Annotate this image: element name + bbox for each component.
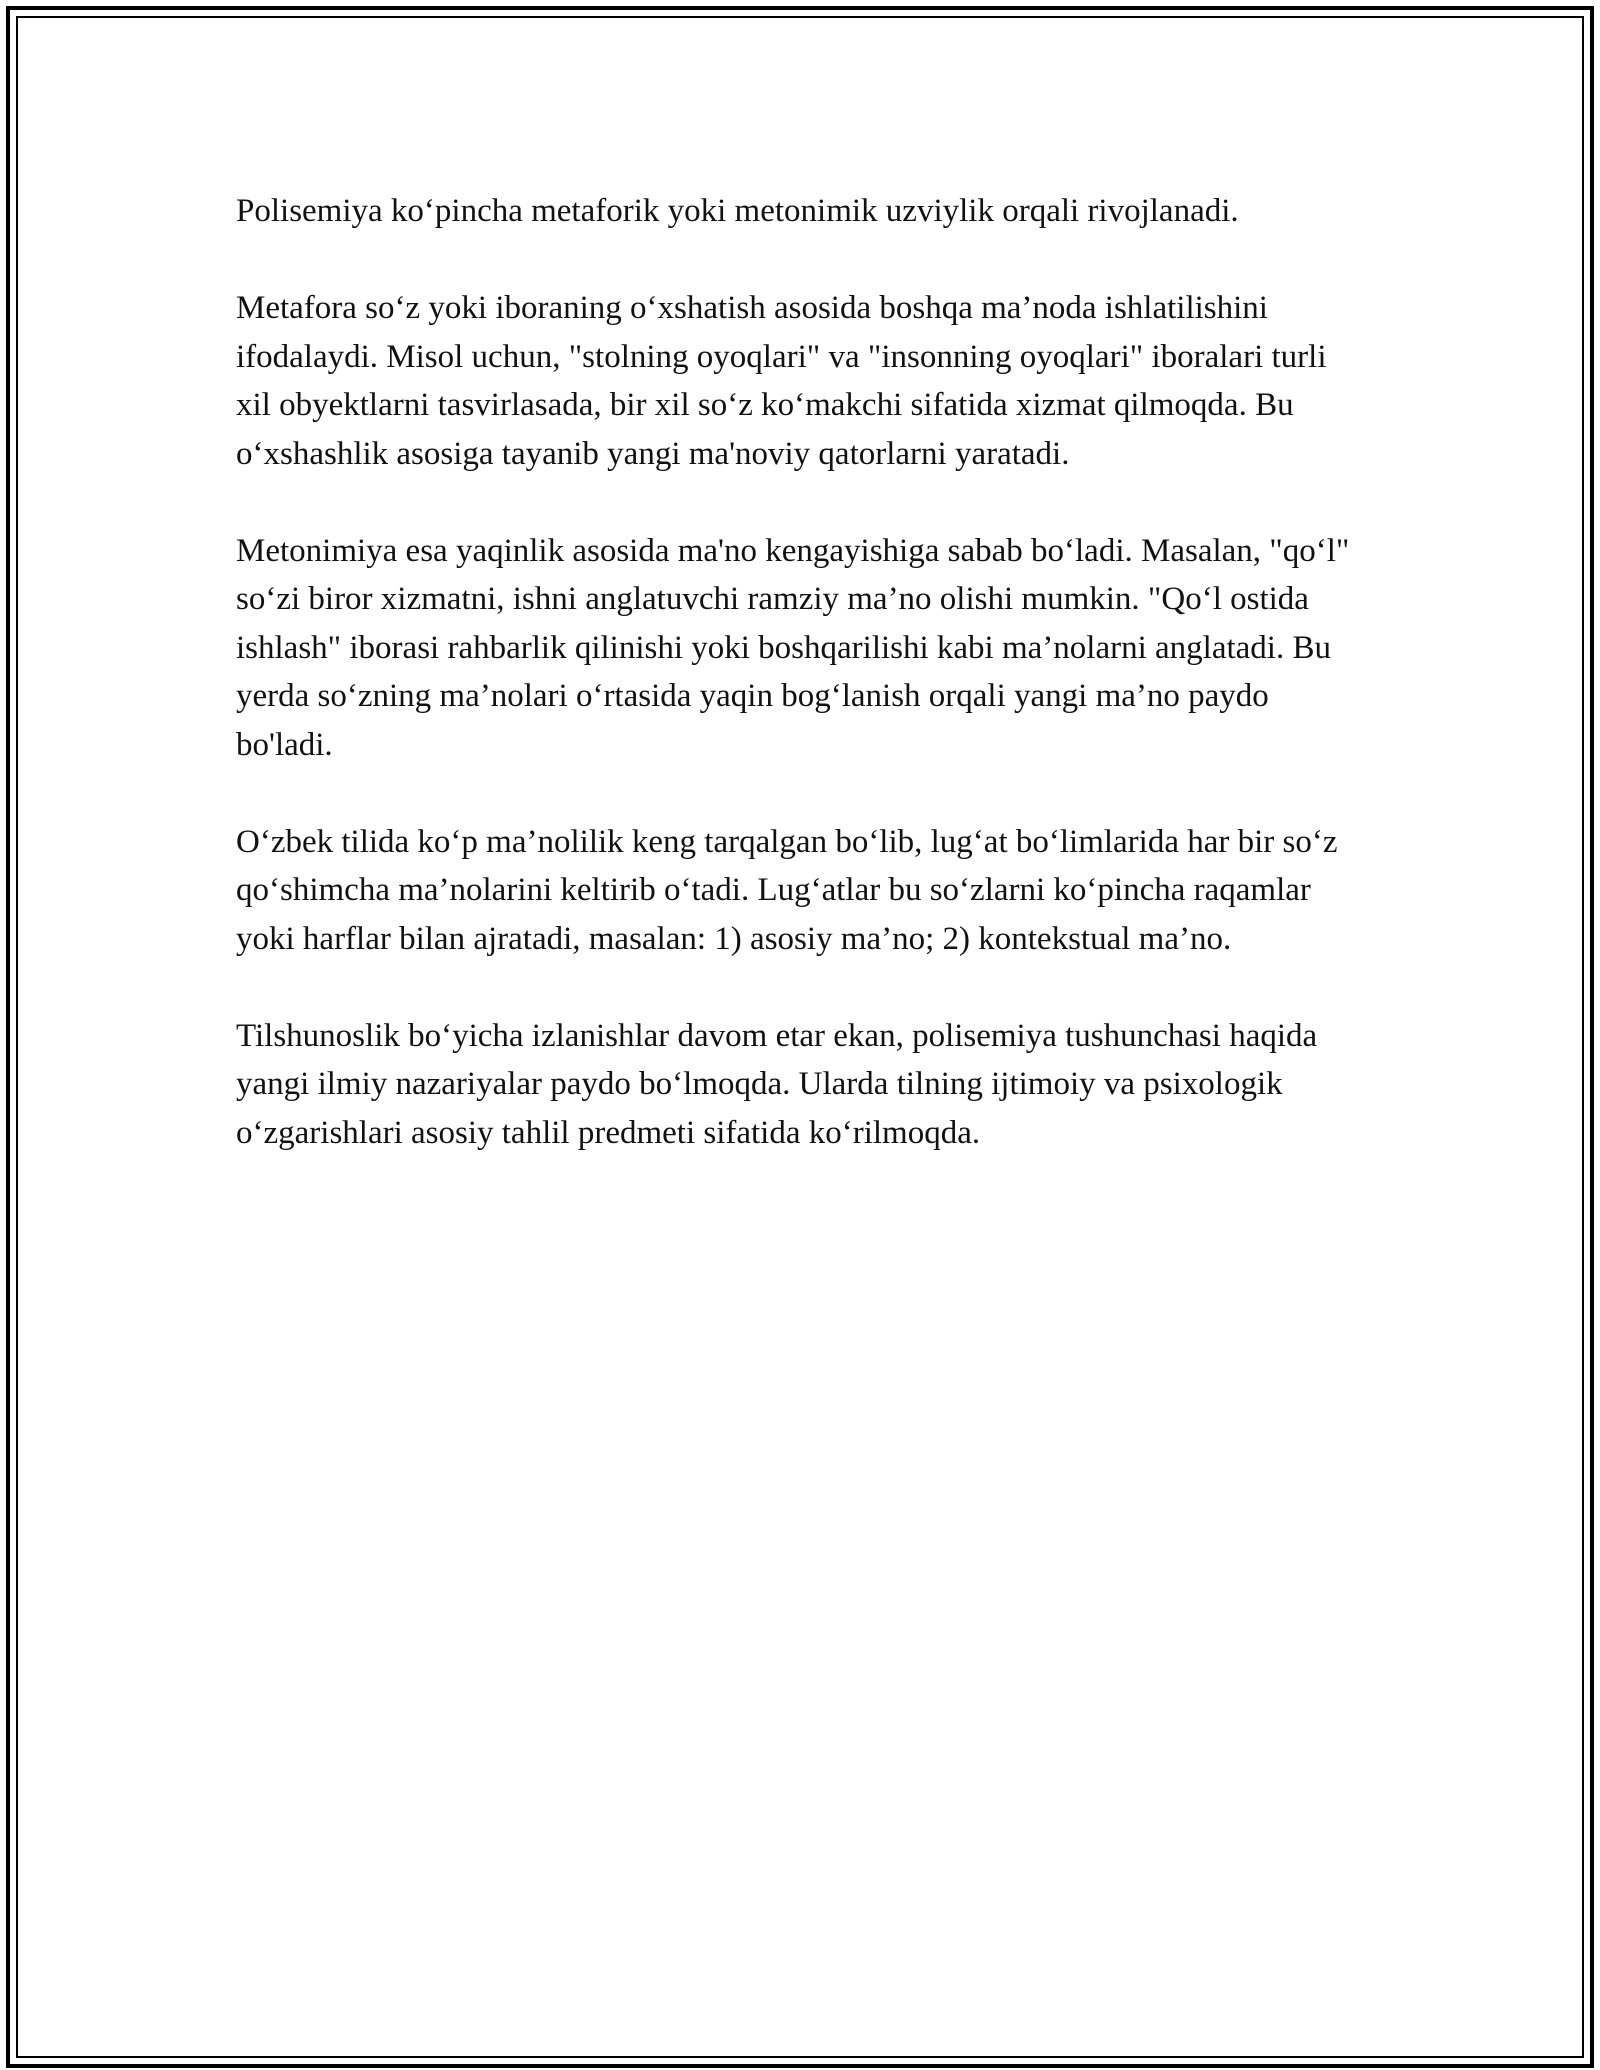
- paragraph-metonymy: Metonimiya esa yaqinlik asosida ma'no kengayishiga sabab bo‘ladi. Masalan, "qo‘l" so‘zi biror xizmatni, ishni anglatuvchi ramziy ma’no olishi mumkin. "Qo‘l ostida ishlash" iborasi rahbarlik qilinishi yoki boshqarilishi kabi ma’nolarni anglatadi. Bu yerda so‘zning ma’nolari o‘rtasida yaqin bog‘lanish orqali yangi ma’no paydo bo'ladi.: [236, 532, 1350, 763]
- paragraph-linguistics-research: Tilshunoslik bo‘yicha izlanishlar davom etar ekan, polisemiya tushunchasi haqida yangi ilmiy nazariyalar paydo bo‘lmoqda. Ularda tilning ijtimoiy va psixologik o‘zgarishlari asosiy tahlil predmeti sifatida ko‘rilmoqda.: [236, 1017, 1318, 1151]
- paragraph-uzbek-polysemy: O‘zbek tilida ko‘p ma’nolilik keng tarqalgan bo‘lib, lug‘at bo‘limlarida har bir so‘z qo‘shimcha ma’nolarini keltirib o‘tadi. Lug‘atlar bu so‘zlarni ko‘pincha raqamlar yoki harflar bilan ajratadi, masalan: 1) asosiy ma’no; 2) kontekstual ma’no.: [236, 823, 1338, 957]
- document-body: [236, 187, 1366, 1206]
- paragraph-metaphor: Metafora so‘z yoki iboraning o‘xshatish asosida boshqa ma’noda ishlatilishini ifodalaydi. Misol uchun, "stolning oyoqlari" va "insonning oyoqlari" iboralari turli xil obyektlarni tasvirlasada, bir xil so‘z ko‘makchi sifatida xizmat qilmoqda. Bu o‘xshashlik asosiga tayanib yangi ma'noviy qatorlarni yaratadi.: [236, 290, 1327, 472]
- paragraph-polysemy-intro: Polisemiya ko‘pincha metaforik yoki metonimik uzviylik orqali rivojlanadi.: [236, 193, 1239, 229]
